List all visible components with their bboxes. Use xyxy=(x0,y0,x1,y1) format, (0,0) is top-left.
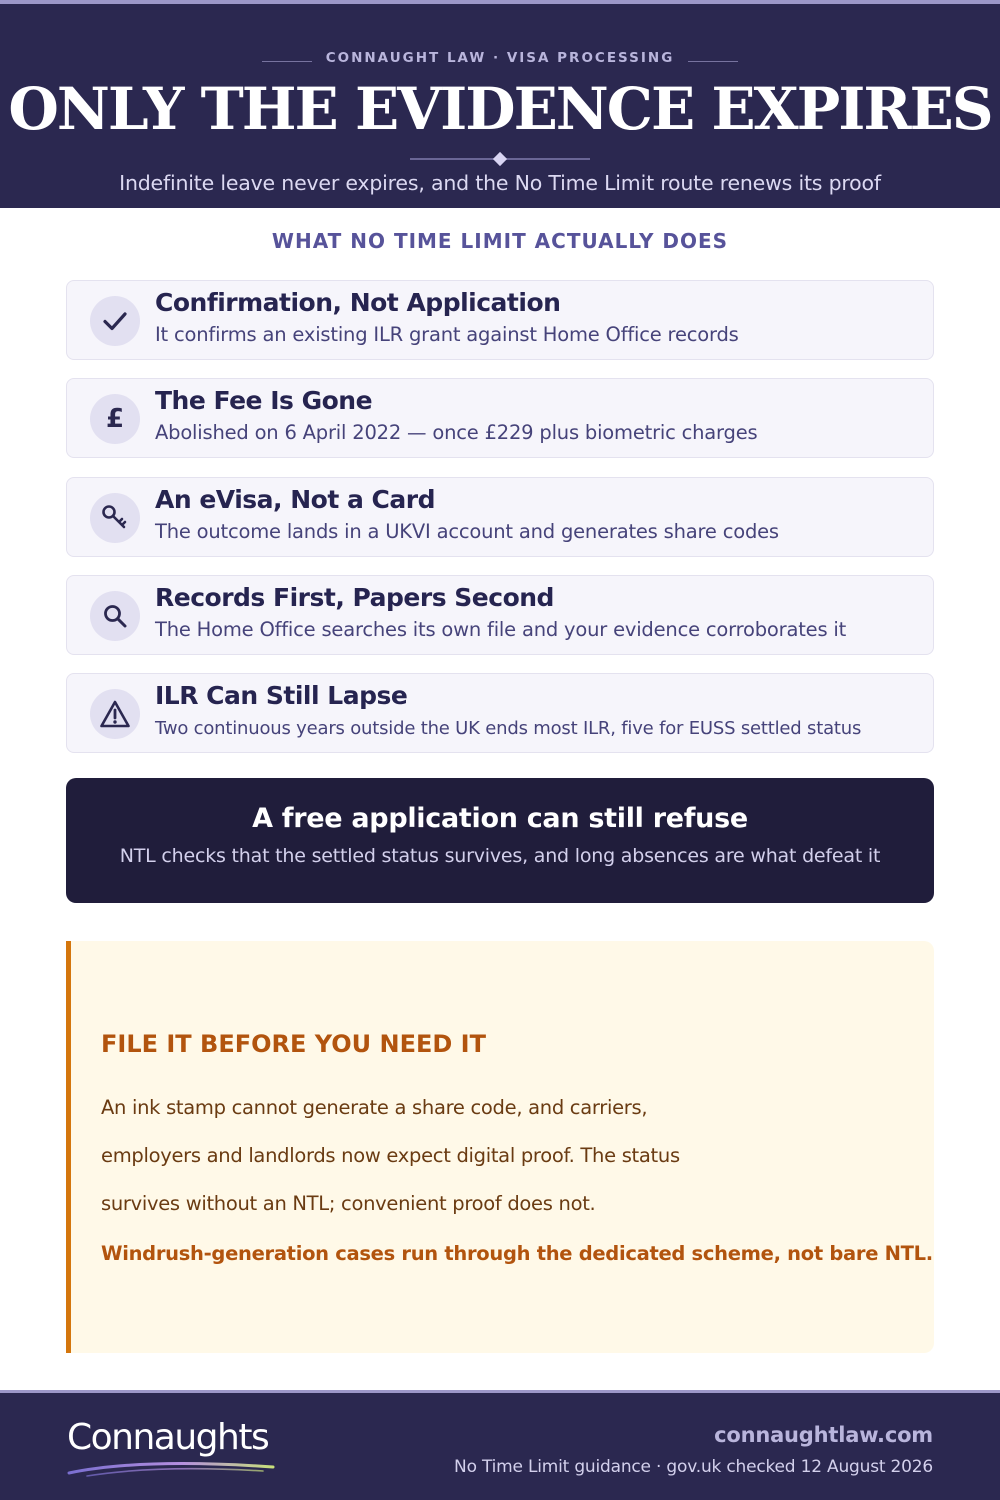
eyebrow-label: CONNAUGHT LAW · VISA PROCESSING xyxy=(325,50,675,66)
page-subtitle: Indefinite leave never expires, and the No Time Limit route renews its proof xyxy=(119,171,881,195)
card-description: Two continuous years outside the UK ends most ILR, five for EUSS settled status xyxy=(155,718,862,739)
card-description: It confirms an existing ILR grant against Home Office records xyxy=(155,323,739,346)
source-footnote: No Time Limit guidance · gov.uk checked 12 August 2026 xyxy=(454,1457,933,1477)
info-card-fee xyxy=(66,378,934,458)
note-line: An ink stamp cannot generate a share code, and carriers, xyxy=(101,1096,648,1119)
info-card-lapse xyxy=(66,673,934,753)
card-title: ILR Can Still Lapse xyxy=(155,681,408,710)
info-card-evisa xyxy=(66,477,934,557)
search-icon xyxy=(90,591,140,641)
note-callout: Windrush-generation cases run through the dedicated scheme, not bare NTL. xyxy=(101,1242,933,1265)
card-title: Confirmation, Not Application xyxy=(155,288,561,317)
page-title: ONLY THE EVIDENCE EXPIRES xyxy=(8,75,992,143)
advice-note xyxy=(66,941,934,1353)
card-description: Abolished on 6 April 2022 — once £229 plus biometric charges xyxy=(155,421,758,444)
checkmark-icon xyxy=(90,296,140,346)
note-title: FILE IT BEFORE YOU NEED IT xyxy=(101,1030,486,1058)
warning-icon xyxy=(90,689,140,739)
card-description: The outcome lands in a UKVI account and generates share codes xyxy=(155,520,779,543)
card-title: An eVisa, Not a Card xyxy=(155,485,436,514)
info-card-records xyxy=(66,575,934,655)
eyebrow-rule-right xyxy=(688,61,738,62)
pound-icon xyxy=(90,394,140,444)
note-line: employers and landlords now expect digital proof. The status xyxy=(101,1144,680,1167)
card-title: The Fee Is Gone xyxy=(155,386,373,415)
diamond-ornament-icon xyxy=(493,152,507,166)
header-band xyxy=(0,0,1000,208)
footer-band xyxy=(0,1390,1000,1500)
note-body xyxy=(101,1084,721,1228)
brand-logo xyxy=(67,1417,277,1481)
section-heading: WHAT NO TIME LIMIT ACTUALLY DOES xyxy=(271,229,729,253)
eyebrow-row xyxy=(0,50,1000,72)
card-title: Records First, Papers Second xyxy=(155,583,554,612)
banner-title: A free application can still refuse xyxy=(252,803,748,834)
brand-swoosh-icon xyxy=(67,1459,277,1479)
brand-wordmark: Connaughts xyxy=(67,1417,269,1458)
site-url-link[interactable]: connaughtlaw.com xyxy=(714,1423,933,1447)
banner-description: NTL checks that the settled status survives, and long absences are what defeat it xyxy=(119,845,881,867)
refusal-banner xyxy=(66,778,934,903)
key-icon xyxy=(90,493,140,543)
info-card-confirmation xyxy=(66,280,934,360)
card-description: The Home Office searches its own file and your evidence corroborates it xyxy=(155,618,847,641)
note-line: survives without an NTL; convenient proof does not. xyxy=(101,1192,596,1215)
pound-glyph: £ xyxy=(105,404,125,434)
